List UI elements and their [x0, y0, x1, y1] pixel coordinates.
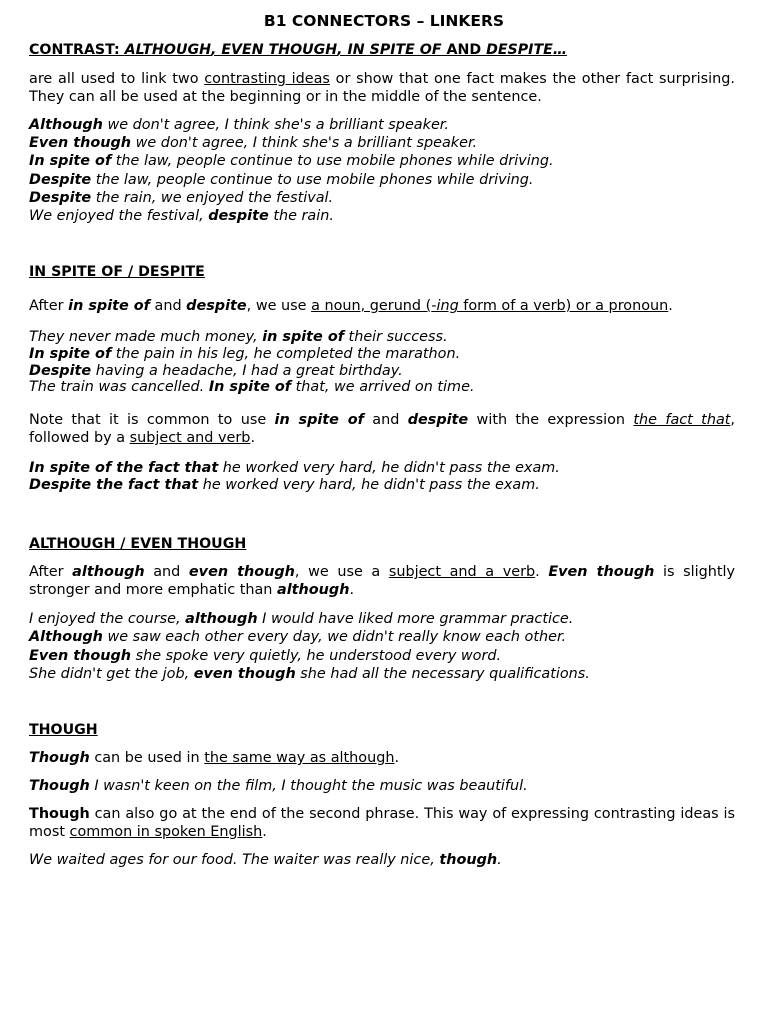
rule-underline: common in spoken English	[69, 824, 263, 840]
although-heading: ALTHOUGH / EVEN THOUGH	[29, 536, 247, 552]
note-text: with the expression	[468, 412, 634, 428]
though-example-1	[29, 777, 528, 795]
contrast-heading	[29, 41, 567, 59]
rule-connector: Even though	[548, 564, 655, 580]
rule-text: After	[29, 564, 73, 580]
note-text: Note that it is common to use	[29, 412, 275, 428]
though-example-2	[29, 851, 502, 869]
example-rest: .	[497, 852, 502, 868]
example-rest: we don't agree, I think she's a brilliant speaker.	[131, 135, 478, 151]
example-connector: Though	[29, 778, 90, 794]
example-connector: Although	[29, 117, 103, 133]
example-connector: In spite of	[208, 379, 292, 395]
spite-example	[29, 378, 475, 396]
example-connector: despite	[208, 208, 269, 224]
contrast-heading-despite: DESPITE	[486, 42, 553, 58]
although-example	[29, 628, 566, 646]
example-connector: Despite	[29, 363, 92, 379]
example-connector: In spite of	[29, 153, 112, 169]
contrast-example	[29, 189, 333, 207]
rule-text: , we use	[246, 298, 312, 314]
example-prefix: The train was cancelled.	[29, 379, 209, 395]
rule-connector: in spite of	[68, 298, 150, 314]
contrast-intro	[29, 70, 735, 106]
rule-text: .	[349, 582, 355, 598]
example-rest: I would have liked more grammar practice.	[257, 611, 574, 627]
example-rest: the pain in his leg, he completed the marathon.	[111, 346, 461, 362]
rule-underline: subject and a verb	[388, 564, 536, 580]
example-connector: although	[185, 611, 258, 627]
although-example	[29, 610, 573, 628]
though-rule-1	[29, 749, 735, 767]
contrast-heading-and: AND	[441, 42, 487, 58]
rule-connector: although	[277, 582, 350, 598]
contrast-intro-underline: contrasting ideas	[204, 71, 330, 87]
example-prefix: We waited ages for our food. The waiter was really nice,	[29, 852, 440, 868]
example-connector: Even though	[29, 648, 132, 664]
rule-underline: form of a verb) or a pronoun	[458, 298, 669, 314]
note-underline: subject and verb	[129, 430, 251, 446]
rule-text: After	[29, 298, 69, 314]
rule-underline: the same way as although	[204, 750, 395, 766]
note-text: .	[250, 430, 256, 446]
rule-text: .	[668, 298, 673, 314]
rule-text: can also go at the end of the second phrase. This way of expressing contrasting ideas is most	[29, 806, 735, 840]
rule-text: .	[262, 824, 267, 840]
note-text: , followed by a	[29, 412, 735, 446]
contrast-heading-comma: ,	[337, 42, 348, 58]
example-rest: he worked very hard, he didn't pass the exam.	[218, 460, 560, 476]
example-rest: that, we arrived on time.	[291, 379, 475, 395]
contrast-heading-ellipsis: …	[552, 42, 568, 58]
rule-text: and	[149, 298, 187, 314]
example-connector: In spite of	[29, 346, 112, 362]
rule-text: can be used in	[89, 750, 205, 766]
rule-connector: Though	[29, 806, 90, 822]
rule-text: .	[535, 564, 549, 580]
example-rest: I wasn't keen on the film, I thought the music was beautiful.	[89, 778, 528, 794]
spite-example	[29, 328, 448, 346]
example-rest: having a headache, I had a great birthday.	[91, 363, 403, 379]
example-connector: Despite the fact that	[29, 477, 199, 493]
rule-underline-italic: -ing	[431, 298, 459, 314]
example-connector: even though	[193, 666, 296, 682]
though-heading: THOUGH	[29, 722, 98, 738]
example-rest: we don't agree, I think she's a brilliant speaker.	[102, 117, 449, 133]
example-rest: we saw each other every day, we didn't really know each other.	[102, 629, 567, 645]
contrast-heading-comma: ,	[211, 42, 222, 58]
rule-text: is slightly stronger and more emphatic than	[29, 564, 735, 598]
contrast-example	[29, 171, 534, 189]
rule-connector: despite	[186, 298, 247, 314]
example-rest: she spoke very quietly, he understood every word.	[131, 648, 502, 664]
rule-connector: although	[72, 564, 145, 580]
note-connector: in spite of	[274, 412, 364, 428]
example-prefix: We enjoyed the festival,	[29, 208, 209, 224]
example-rest: the rain.	[268, 208, 334, 224]
contrast-example	[29, 134, 477, 152]
example-rest: the law, people continue to use mobile phones while driving.	[91, 172, 534, 188]
example-connector: Despite	[29, 190, 92, 206]
example-prefix: They never made much money,	[29, 329, 263, 345]
contrast-heading-although: ALTHOUGH	[124, 42, 211, 58]
example-rest: he worked very hard, he didn't pass the exam.	[198, 477, 540, 493]
spite-note	[29, 411, 735, 447]
rule-text: .	[394, 750, 400, 766]
rule-text: and	[144, 564, 189, 580]
contrast-heading-even-though: EVEN THOUGH	[221, 42, 338, 58]
rule-underline: a noun, gerund (	[311, 298, 432, 314]
although-example	[29, 665, 590, 683]
example-connector: Even though	[29, 135, 132, 151]
example-connector: Although	[29, 629, 103, 645]
fact-example	[29, 459, 560, 477]
note-connector: despite	[407, 412, 469, 428]
contrast-intro-text: or show that one fact makes the other fact surprising. They can all be used at the beginning or in the middle of the sentence.	[29, 71, 735, 105]
though-rule-2	[29, 805, 735, 841]
example-rest: she had all the necessary qualifications.	[295, 666, 590, 682]
although-example	[29, 647, 501, 665]
rule-text: , we use a	[294, 564, 389, 580]
contrast-example	[29, 152, 554, 170]
example-rest: the law, people continue to use mobile phones while driving.	[111, 153, 554, 169]
note-underline-italic: the fact that	[633, 412, 731, 428]
example-prefix: I enjoyed the course,	[29, 611, 186, 627]
although-rule	[29, 563, 735, 599]
note-text: and	[363, 412, 408, 428]
example-connector: In spite of the fact that	[29, 460, 219, 476]
contrast-heading-lead: CONTRAST:	[29, 42, 125, 58]
rule-connector: even though	[188, 564, 295, 580]
contrast-example	[29, 207, 334, 225]
contrast-example	[29, 116, 449, 134]
example-rest: the rain, we enjoyed the festival.	[91, 190, 334, 206]
fact-example	[29, 476, 540, 494]
document-title: B1 CONNECTORS – LINKERS	[263, 12, 505, 30]
contrast-intro-text: are all used to link two	[29, 71, 205, 87]
rule-connector: Though	[29, 750, 90, 766]
spite-heading: IN SPITE OF / DESPITE	[29, 264, 205, 280]
contrast-heading-in-spite-of: IN SPITE OF	[347, 42, 442, 58]
spite-example	[29, 345, 460, 363]
example-rest: their success.	[343, 329, 448, 345]
spite-rule	[29, 297, 735, 315]
example-connector: Despite	[29, 172, 92, 188]
example-prefix: She didn't get the job,	[29, 666, 194, 682]
example-connector: though	[439, 852, 498, 868]
example-connector: in spite of	[262, 329, 344, 345]
